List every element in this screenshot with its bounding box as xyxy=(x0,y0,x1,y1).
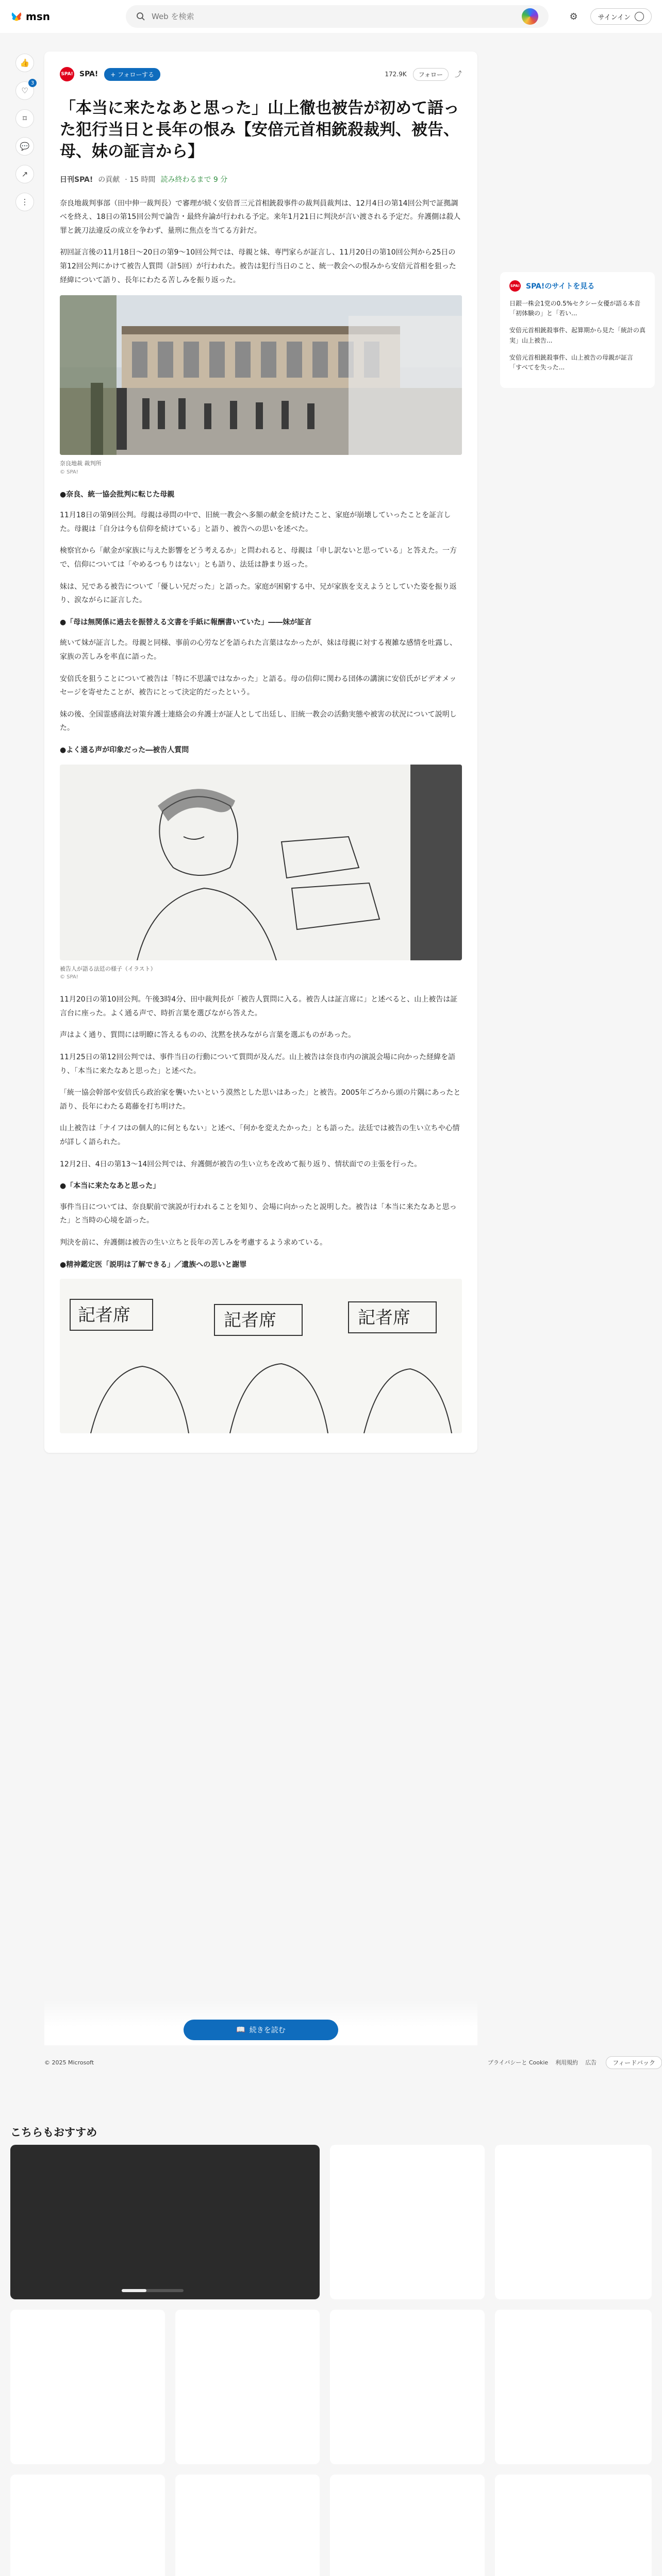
paragraph: 11月20日の第10回公判。午後3時4分、田中裁判長が「被告人質問に入る。被告人は証言席に」と述べると、山上被告は証言台に座った。よく通る声で、時折言葉を選びながら答えた。 xyxy=(60,995,458,1018)
recommend-card[interactable] xyxy=(495,2145,652,2299)
recommend-video-card[interactable] xyxy=(10,2145,320,2299)
article-body xyxy=(44,184,477,1453)
caption-credit: © SPA! xyxy=(60,469,78,475)
avatar-icon xyxy=(635,12,644,21)
heart-icon: ♡ xyxy=(21,86,28,95)
publisher-stats xyxy=(385,68,462,81)
top-right-controls xyxy=(566,8,652,25)
caption-text: 奈良地裁 裁判所 xyxy=(60,460,102,467)
gear-icon[interactable]: ⚙ xyxy=(569,11,578,22)
svg-text:記者席: 記者席 xyxy=(224,1310,276,1331)
sidebar-header[interactable] xyxy=(509,280,646,292)
paragraph: 山上被告は「ナイフはの個人的に何ともない」と述べ、「何かを変えたかった」とも語った。法廷では被告の生い立ちや心情が詳しく語られた。 xyxy=(60,1124,460,1146)
recommend-heading: こちらもおすすめ xyxy=(10,2126,97,2139)
book-icon: 📖 xyxy=(236,2026,245,2034)
share-button[interactable] xyxy=(15,165,34,183)
recommend-card[interactable] xyxy=(330,2310,485,2464)
caption-text: 被告人が語る法廷の様子（イラスト） xyxy=(60,965,156,972)
signin-label: サインイン xyxy=(598,13,631,22)
copilot-icon[interactable] xyxy=(522,8,538,25)
svg-text:記者席: 記者席 xyxy=(358,1308,410,1329)
courtroom-sketch[interactable] xyxy=(60,765,462,960)
publisher-sidebar xyxy=(500,272,655,388)
section-heading: ●「本当に来たなあと思った」 xyxy=(60,1182,160,1191)
recommend-card[interactable] xyxy=(10,2310,165,2464)
comment-icon: 💬 xyxy=(20,142,30,151)
time-ago: · 15 時間 xyxy=(125,175,156,184)
sidebar-link[interactable]: 安倍元首相銃殺事件、山上被告の母親が証言「すべてを失った... xyxy=(509,353,634,371)
by-suffix: の貢献 xyxy=(98,175,120,184)
reaction-count-badge: 3 xyxy=(28,79,37,87)
caption-credit: © SPA! xyxy=(60,974,78,980)
paragraph: 妹の後、全国霊感商法対策弁護士連絡会の弁護士が証人として出廷し、旧統一教会の活動実態や被害の状況について説明した。 xyxy=(60,710,457,733)
search-icon xyxy=(136,12,145,21)
paragraph: 判決を前に、弁護側は被告の生い立ちと長年の苦しみを考慮するよう求めている。 xyxy=(60,1238,327,1247)
logo-text: msn xyxy=(26,10,50,23)
comment-button[interactable] xyxy=(15,137,34,156)
feedback-button[interactable]: フィードバック xyxy=(606,2056,662,2069)
recommend-card[interactable] xyxy=(330,2475,485,2576)
press-conference-sketch[interactable] xyxy=(60,1279,462,1433)
more-icon: ⋮ xyxy=(21,197,29,207)
paragraph: 妹は、兄である被告について「優しい兄だった」と語った。家庭が困窮する中、兄が家族を支えようとしていた姿を振り返り、涙ながらに証言した。 xyxy=(60,582,457,605)
search-input[interactable] xyxy=(152,12,522,21)
paragraph: 「統一協会幹部や安倍氏ら政治家を襲いたいという漠然とした思いはあった」と被告。2005年ごろから頭の片隅にあったと語り、長年にわたる葛藤を打ち明けた。 xyxy=(60,1089,461,1111)
bookmark-icon: ⌑ xyxy=(23,114,27,123)
signin-button[interactable] xyxy=(590,8,652,25)
top-bar xyxy=(0,0,662,33)
sidebar-link[interactable]: 日銀一株会1党の0.5%セクシー女優が語る本音「初体験の」と「若い... xyxy=(509,300,641,317)
spa-logo[interactable]: SPA! xyxy=(60,67,74,81)
recommend-card[interactable] xyxy=(495,2475,652,2576)
copyright: © 2025 Microsoft xyxy=(44,2059,94,2066)
read-time: 読み終わるまで 9 分 xyxy=(160,175,228,184)
more-button[interactable] xyxy=(15,193,34,211)
follow-mini-button[interactable]: フォロー xyxy=(413,68,449,81)
footer-link-terms[interactable]: 利用規約 xyxy=(555,2059,578,2066)
publisher-row xyxy=(44,52,477,82)
byline xyxy=(44,163,477,184)
section-heading: ●奈良、統一協会批判に転じた母親 xyxy=(60,490,175,499)
sidebar-link[interactable]: 安倍元首相銃殺事件、起算期から見た「統計の真実」山上被告... xyxy=(509,327,646,344)
left-action-rail xyxy=(14,54,35,211)
paragraph: 事件当日については、奈良駅前で演説が行われることを知り、会場に向かったと説明した。被告は「本当に来たなあと思った」と当時の心境を語った。 xyxy=(60,1202,457,1225)
footer-links xyxy=(488,2058,597,2066)
paragraph: 奈良地裁判事部（田中伸一裁判長）で審理が続く安倍晋三元首相銃殺事件の裁判員裁判は、12月4日の第14回公判で証拠調べを終え、18日の第15回公判で論告・最終弁論が行われる予定。来年1月21日に判決が言い渡される予定だ。弁護側は殺人罪と銃刀法違反の成立を争わず、量刑に焦点を当てる方針だ。 xyxy=(60,199,461,235)
recommend-card[interactable] xyxy=(330,2145,485,2299)
sidebar-header-label: SPA!のサイトを見る xyxy=(526,282,595,291)
paragraph: 統いて妹が証言した。母親と同様、事前の心労などを語られた言葉はなかったが、妹は母親に対する複雑な感情を吐露し、家族の苦しみを率直に語った。 xyxy=(60,639,457,662)
paragraph: 11月25日の第12回公判では、事件当日の行動について質問が及んだ。山上被告は奈良市内の演説会場に向かった経緯を語り、「本当に来たなあと思った」と述べた。 xyxy=(60,1053,456,1075)
section-heading: ●「母は無関係に過去を振替える文書を手紙に報酬書いていた」――妹が証言 xyxy=(60,618,312,626)
courthouse-photo[interactable] xyxy=(60,295,462,455)
recommend-card[interactable] xyxy=(175,2475,320,2576)
msn-butterfly-icon xyxy=(10,10,23,23)
article-title: 「本当に来たなあと思った」山上徹也被告が初めて語った犯行当日と長年の恨み【安倍元首相銃殺裁判、被告、母、妹の証言から】 xyxy=(60,99,459,161)
footer-link-privacy[interactable]: プライバシーと Cookie xyxy=(487,2059,549,2066)
thumbs-up-icon: 👍 xyxy=(20,58,30,67)
photo-caption xyxy=(60,964,462,982)
reaction-button[interactable] xyxy=(15,81,34,100)
recommend-card[interactable] xyxy=(495,2310,652,2464)
video-progress-bar[interactable] xyxy=(122,2289,184,2292)
paragraph: 検察官から「献金が家族に与えた影響をどう考えるか」と問われると、母親は「申し訳ないと思っている」と答えた。一方で、信仰については「やめるつもりはない」とも語り、法廷は静まり返った。 xyxy=(60,547,457,569)
follower-count: 172.9K xyxy=(385,71,407,78)
publisher-name[interactable]: SPA! xyxy=(79,70,98,78)
section-heading: ●精神鑑定医「説明は了解できる」／遺族への思いと謝罪 xyxy=(60,1260,247,1269)
like-button[interactable] xyxy=(15,54,34,72)
paragraph: 初回証言後の11月18日〜20日の第9〜10回公判では、母親と妹、専門家らが証言し、11月20日の第10回公判から25日の第12回公判にかけて被告人質問（計5回）が行われた。被告は犯行当日のこと、統一教会への恨みから安倍元首相を狙った経緯について語り、長年にわたる苦しみを振り返った。 xyxy=(60,248,456,284)
svg-text:記者席: 記者席 xyxy=(78,1305,130,1326)
paragraph: 11月18日の第9回公判。母親は尋問の中で、旧統一教会へ多額の献金を続けたこと、家庭が崩壊していったことを証言した。母親は「自分は今も信仰を続けている」と語り、被告への思いを述べた。 xyxy=(60,511,451,533)
paragraph: 声はよく通り、質問には明瞭に答えるものの、沈黙を挟みながら言葉を選ぶものがあった。 xyxy=(60,1031,356,1040)
author-name[interactable]: 日刊SPA! xyxy=(60,175,93,184)
photo-caption xyxy=(60,459,462,477)
footer-strip xyxy=(44,2056,662,2069)
share-icon: ↗ xyxy=(21,170,28,179)
save-button[interactable] xyxy=(15,109,34,128)
continue-reading-overlay xyxy=(44,1999,477,2045)
spa-logo: SPA! xyxy=(509,280,521,292)
external-link-icon[interactable]: ⤴ xyxy=(455,71,462,79)
follow-button[interactable]: + フォローする xyxy=(104,68,160,81)
recommend-card[interactable] xyxy=(10,2475,165,2576)
continue-reading-button[interactable] xyxy=(184,2020,338,2040)
continue-label: 続きを読む xyxy=(249,2026,286,2035)
search-box[interactable] xyxy=(126,5,549,28)
section-heading: ●よく通る声が印象だった―被告人質問 xyxy=(60,746,189,754)
article-card xyxy=(44,52,477,1453)
msn-logo[interactable] xyxy=(10,10,50,23)
paragraph: 安倍氏を狙うことについて被告は「特に不思議ではなかった」と語る。母の信仰に関わる団体の講演に安倍氏がビデオメッセージを寄せたことが、被告にとって決定的だったという。 xyxy=(60,674,457,697)
recommend-card[interactable] xyxy=(175,2310,320,2464)
paragraph: 12月2日、4日の第13〜14回公判では、弁護側が被告の生い立ちを改めて振り返り、情状面での主張を行った。 xyxy=(60,1160,422,1168)
footer-link-ads[interactable]: 広告 xyxy=(585,2059,597,2066)
